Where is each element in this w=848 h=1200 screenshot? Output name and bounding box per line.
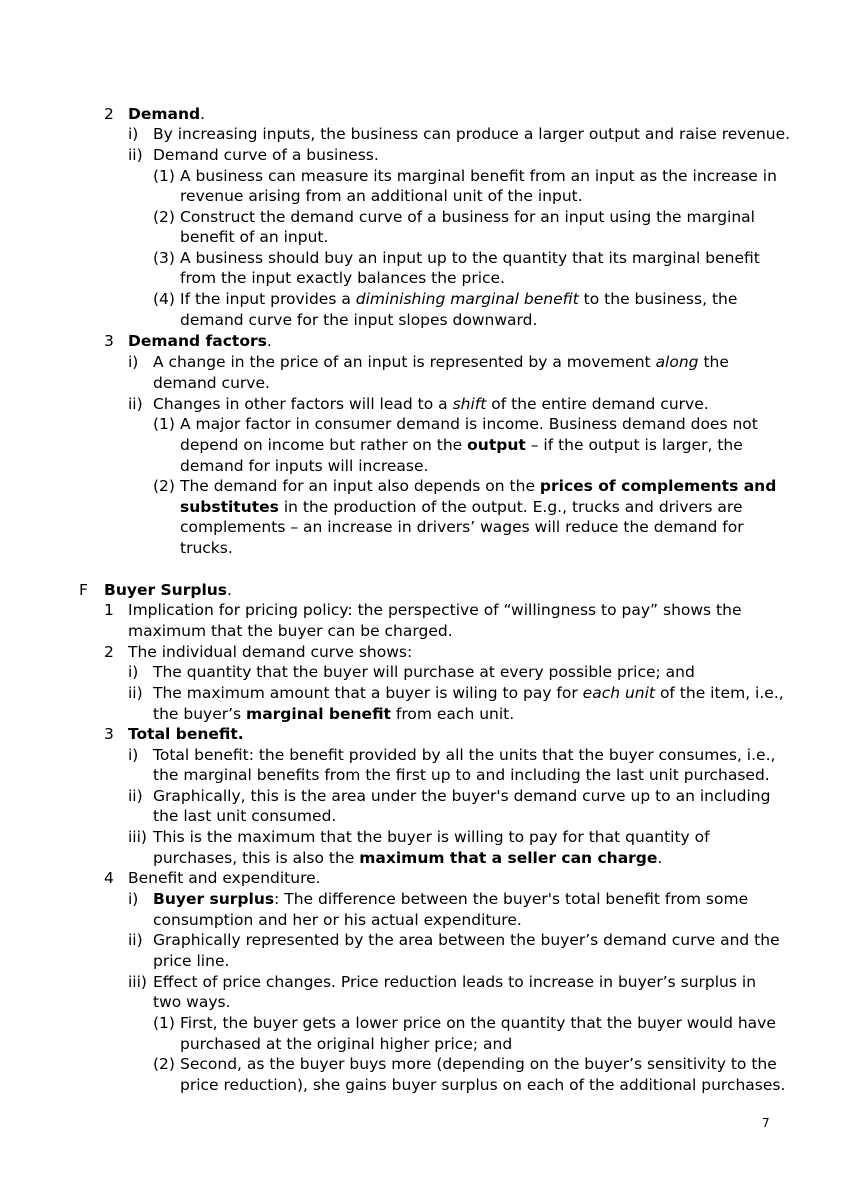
section-number: 3 — [104, 332, 114, 350]
item-number: i) — [128, 125, 139, 143]
item-text: price line. — [153, 952, 230, 970]
text-run: depend on income but rather on the — [180, 436, 468, 454]
subitem-number: (2) — [153, 1055, 175, 1073]
heading-suffix: . — [227, 581, 232, 599]
item-text: By increasing inputs, the business can produce a larger output and raise revenue. — [153, 125, 791, 143]
text-run: The demand for an input also depends on the — [180, 477, 540, 495]
section-heading-buyer-surplus — [104, 580, 232, 600]
bold-text: substitutes — [180, 498, 279, 516]
item-number: iii) — [128, 828, 147, 846]
text-run: . — [657, 849, 663, 867]
emphasis-text: each unit — [582, 684, 656, 702]
item-heading — [128, 724, 244, 744]
subitem-text: benefit of an input. — [180, 228, 329, 246]
subitem-text: demand curve for the input slopes downward. — [180, 311, 538, 329]
heading-text: Total benefit. — [128, 725, 244, 743]
subitem-text: Construct the demand curve of a business for an input using the marginal — [180, 208, 755, 226]
section-number: 2 — [104, 105, 114, 123]
item-number: ii) — [128, 931, 143, 949]
item-number: i) — [128, 353, 139, 371]
subitem-text: demand for inputs will increase. — [180, 457, 429, 475]
item-text: Benefit and expenditure. — [128, 869, 321, 887]
text-run: the — [698, 353, 729, 371]
item-text: consumption and her or his actual expenditure. — [153, 911, 522, 929]
subitem-text: A business can measure its marginal benefit from an input as the increase in — [180, 167, 777, 185]
item-number: 2 — [104, 643, 114, 661]
item-number: i) — [128, 890, 139, 908]
text-run: If the input provides a — [180, 290, 356, 308]
item-number: ii) — [128, 787, 143, 805]
heading-text: Demand factors — [128, 332, 267, 350]
emphasis-text: diminishing marginal benefit — [355, 290, 579, 308]
item-number: iii) — [128, 973, 147, 991]
emphasis-text: shift — [452, 395, 487, 413]
item-text: Graphically, this is the area under the buyer's demand curve up to an including — [153, 787, 771, 805]
subitem-text: complements – an increase in drivers’ wages will reduce the demand for — [180, 518, 744, 536]
item-text: Graphically represented by the area between the buyer’s demand curve and the — [153, 931, 780, 949]
subitem-text: A major factor in consumer demand is income. Business demand does not — [180, 415, 758, 433]
item-text — [153, 352, 729, 372]
subitem-text: A business should buy an input up to the quantity that its marginal benefit — [180, 249, 760, 267]
text-run: to the business, the — [578, 290, 738, 308]
page-number: 7 — [762, 1116, 770, 1130]
item-text: the marginal benefits from the first up to and including the last unit purchased. — [153, 766, 770, 784]
text-run: A change in the price of an input is represented by a movement — [153, 353, 656, 371]
item-text: demand curve. — [153, 374, 270, 392]
text-run: in the production of the output. E.g., trucks and drivers are — [278, 498, 743, 516]
item-text: The individual demand curve shows: — [128, 643, 413, 661]
item-text: The quantity that the buyer will purchase at every possible price; and — [153, 663, 695, 681]
item-text: maximum that the buyer can be charged. — [128, 622, 453, 640]
item-text: Effect of price changes. Price reduction leads to increase in buyer’s surplus in — [153, 973, 757, 991]
text-run: – if the output is larger, the — [525, 436, 743, 454]
item-text: Total benefit: the benefit provided by all the units that the buyer consumes, i.e., — [153, 746, 776, 764]
item-text — [153, 704, 514, 724]
bold-text: marginal benefit — [246, 705, 391, 723]
item-text — [153, 683, 784, 703]
text-run: from each unit. — [390, 705, 515, 723]
text-run: Changes in other factors will lead to a — [153, 395, 453, 413]
text-run: : The difference between the buyer's total benefit from some — [274, 890, 749, 908]
item-text: This is the maximum that the buyer is willing to pay for that quantity of — [153, 828, 710, 846]
text-run: the buyer’s — [153, 705, 247, 723]
heading-text: Demand — [128, 105, 201, 123]
subitem-number: (1) — [153, 167, 175, 185]
subitem-number: (2) — [153, 477, 175, 495]
item-number: 3 — [104, 725, 114, 743]
heading-suffix: . — [266, 332, 272, 350]
section-letter: F — [79, 581, 88, 599]
text-run: The maximum amount that a buyer is wiling to pay for — [153, 684, 583, 702]
item-number: ii) — [128, 395, 143, 413]
item-text: two ways. — [153, 993, 231, 1011]
text-run: purchases, this is also the — [153, 849, 360, 867]
item-number: 1 — [104, 601, 114, 619]
bold-text: maximum that a seller can charge — [359, 849, 658, 867]
text-run: of the item, i.e., — [655, 684, 784, 702]
bold-text: prices of complements and — [539, 477, 777, 495]
heading-suffix: . — [200, 105, 206, 123]
bold-text: Buyer surplus — [153, 890, 275, 908]
item-number: 4 — [104, 869, 114, 887]
section-heading-demand-factors — [128, 331, 272, 351]
item-text: the last unit consumed. — [153, 807, 337, 825]
subitem-number: (3) — [153, 249, 175, 267]
subitem-text — [180, 435, 743, 455]
text-run: of the entire demand curve. — [486, 395, 709, 413]
item-number: i) — [128, 663, 139, 681]
subitem-text: trucks. — [180, 539, 233, 557]
subitem-text: purchased at the original higher price; and — [180, 1035, 513, 1053]
subitem-text — [180, 476, 776, 496]
item-number: ii) — [128, 684, 143, 702]
subitem-text — [180, 289, 737, 309]
subitem-text: from the input exactly balances the price. — [180, 269, 505, 287]
subitem-text: revenue arising from an additional unit of the input. — [180, 187, 583, 205]
item-text — [153, 848, 662, 868]
subitem-number: (1) — [153, 1014, 175, 1032]
heading-text: Buyer Surplus — [104, 581, 228, 599]
item-text: Demand curve of a business. — [153, 146, 379, 164]
subitem-text — [180, 497, 743, 517]
subitem-number: (2) — [153, 208, 175, 226]
subitem-text: Second, as the buyer buys more (depending on the buyer’s sensitivity to the — [180, 1055, 777, 1073]
section-heading-demand — [128, 104, 205, 124]
item-text — [153, 394, 709, 414]
item-number: i) — [128, 746, 139, 764]
item-number: ii) — [128, 146, 143, 164]
item-text — [153, 889, 748, 909]
emphasis-text: along — [655, 353, 699, 371]
subitem-number: (4) — [153, 290, 175, 308]
bold-text: output — [467, 436, 526, 454]
subitem-text: price reduction), she gains buyer surplus on each of the additional purchases. — [180, 1076, 786, 1094]
item-text: Implication for pricing policy: the perspective of “willingness to pay” shows the — [128, 601, 742, 619]
subitem-text: First, the buyer gets a lower price on the quantity that the buyer would have — [180, 1014, 776, 1032]
subitem-number: (1) — [153, 415, 175, 433]
